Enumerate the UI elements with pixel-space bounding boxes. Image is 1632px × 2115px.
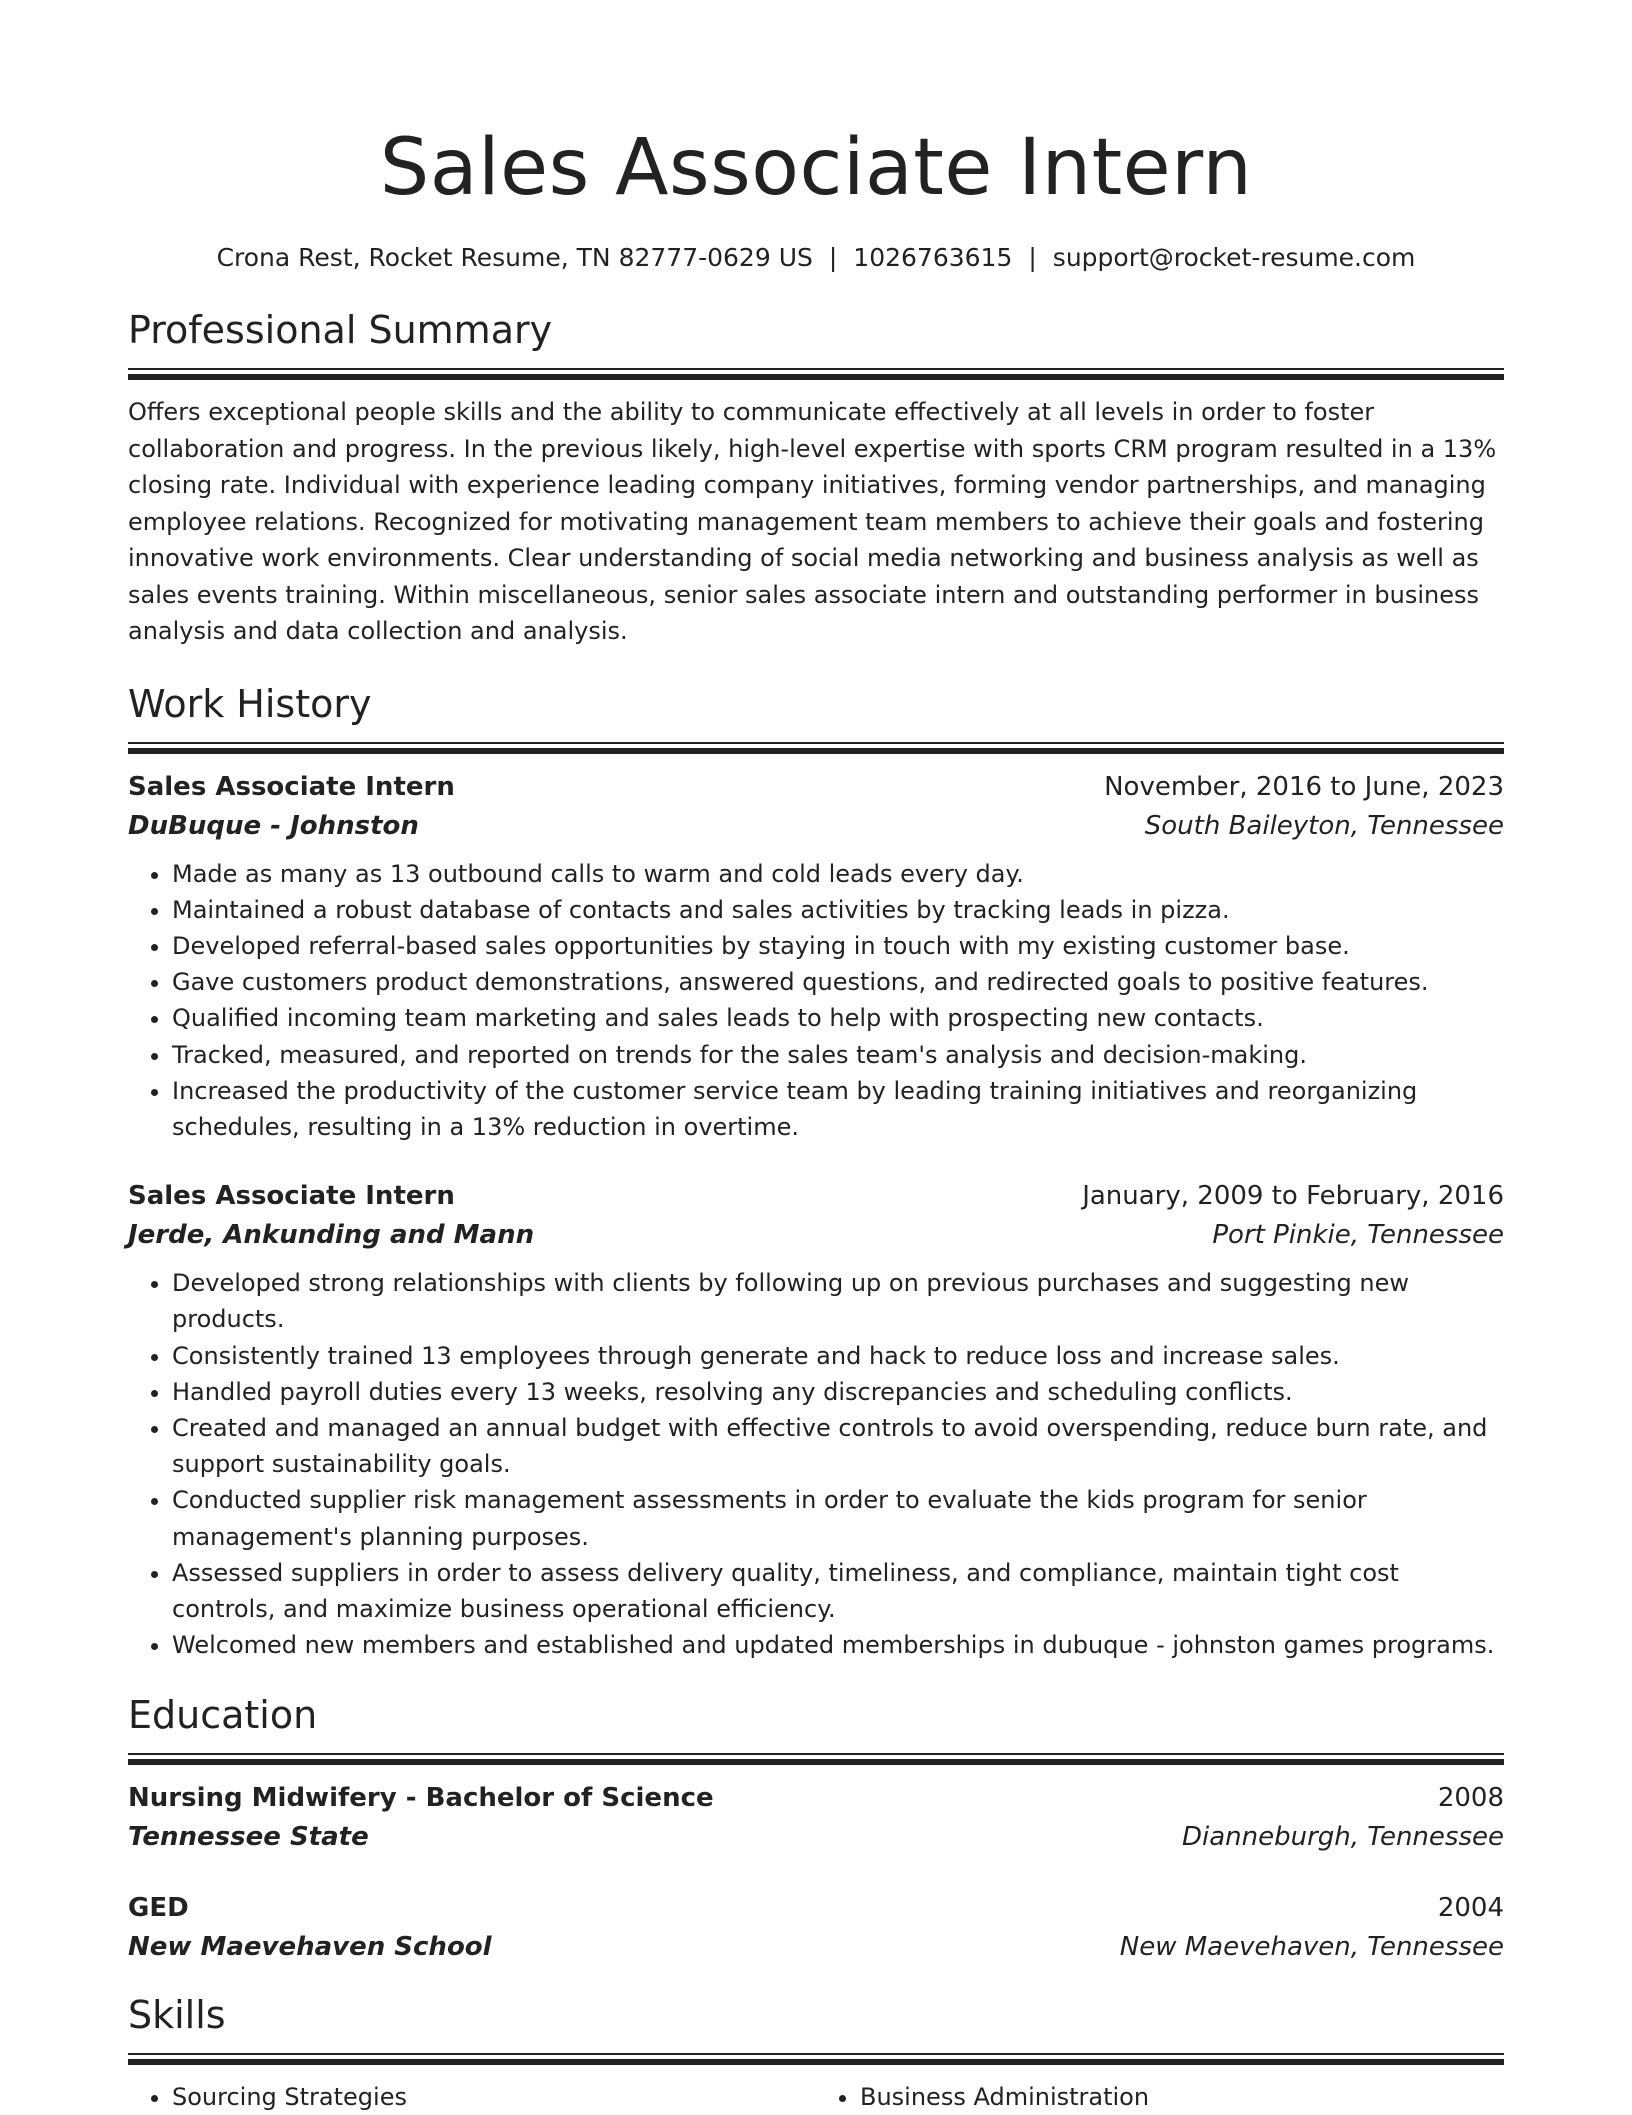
- education-year: 2004: [1437, 1893, 1504, 1924]
- section-heading-skills: Skills: [128, 1993, 226, 2038]
- job-dates: November, 2016 to June, 2023: [1104, 771, 1504, 802]
- list-item: • Handled payroll duties every 13 weeks, resolving any discrepancies and scheduling conflicts.: [172, 1374, 1504, 1410]
- work-history-section: [128, 678, 1504, 1664]
- education-degree-row: [128, 1889, 1504, 1928]
- list-item: • Conducted supplier risk management assessments in order to evaluate the kids program for senior management's planning purposes.: [172, 1482, 1504, 1554]
- list-item: • Developed strong relationships with clients by following up on previous purchases and suggesting new products.: [172, 1265, 1504, 1337]
- summary-text: Offers exceptional people skills and the ability to communicate effectively at all levels in order to foster collaboration and progress. In the previous likely, high-level expertise with sports CRM program resulted in a 13% closing rate. Individual with experience leading company initiatives, forming vendor partnerships, and managing employee relations. Recognized for motivating management team members to achieve their goals and fostering innovative work environments. Clear understanding of social media networking and business analysis as well as sales events training. Within miscellaneous, senior sales associate intern and outstanding performer in business analysis and data collection and analysis.: [128, 398, 1497, 645]
- education-year: 2008: [1437, 1783, 1504, 1814]
- resume-title: Sales Associate Intern: [379, 123, 1253, 213]
- list-item: • Tracked, measured, and reported on trends for the sales team's analysis and decision-making.: [172, 1037, 1504, 1073]
- education-location: New Maevehaven, Tennessee: [1119, 1932, 1504, 1963]
- job-bullet-list: [128, 856, 1504, 1146]
- list-item: • Welcomed new members and established and updated memberships in dubuque - johnston games programs.: [172, 1627, 1504, 1663]
- contact-separator: |: [828, 243, 838, 272]
- job-header-row: [128, 768, 1504, 807]
- skills-list-left: [128, 2079, 816, 2115]
- list-item: • Increased the productivity of the customer service team by leading training initiatives and reorganizing schedules, resulting in a 13% reduction in overtime.: [172, 1073, 1504, 1145]
- list-item: • Sourcing Strategies: [172, 2079, 816, 2115]
- education-school: New Maevehaven School: [128, 1932, 492, 1963]
- job-title: Sales Associate Intern: [128, 1181, 455, 1212]
- education-degree: GED: [128, 1893, 189, 1924]
- job-company: Jerde, Ankunding and Mann: [128, 1220, 535, 1251]
- education-section: [128, 1689, 1504, 1967]
- section-divider: [128, 1753, 1504, 1765]
- section-heading-education: Education: [128, 1693, 318, 1738]
- summary-section: [128, 304, 1504, 650]
- education-school-row: [128, 1818, 1504, 1857]
- list-item: • Consistently trained 13 employees through generate and hack to reduce loss and increase sales.: [172, 1338, 1504, 1374]
- list-item: • Gave customers product demonstrations, answered questions, and redirected goals to positive features.: [172, 964, 1504, 1000]
- job-dates: January, 2009 to February, 2016: [1082, 1181, 1504, 1212]
- job-location: Port Pinkie, Tennessee: [1212, 1220, 1504, 1251]
- education-degree-row: [128, 1779, 1504, 1818]
- education-school: Tennessee State: [128, 1822, 369, 1853]
- education-location: Dianneburgh, Tennessee: [1181, 1822, 1504, 1853]
- section-divider: [128, 368, 1504, 380]
- list-item: • Qualified incoming team marketing and sales leads to help with prospecting new contacts.: [172, 1000, 1504, 1036]
- job-header-row: [128, 1177, 1504, 1216]
- job-company: DuBuque - Johnston: [128, 810, 419, 841]
- contact-email: support@rocket-resume.com: [1052, 243, 1416, 272]
- job-bullet-list: [128, 1265, 1504, 1663]
- skills-list-right: [816, 2079, 1504, 2115]
- job-company-row: [128, 807, 1504, 846]
- job-company-row: [128, 1216, 1504, 1255]
- list-item: • Assessed suppliers in order to assess delivery quality, timeliness, and compliance, maintain tight cost controls, and maximize business operational efficiency.: [172, 1555, 1504, 1627]
- contact-phone: 1026763615: [853, 243, 1013, 272]
- job-entry: [128, 1177, 1504, 1663]
- list-item: • Developed referral-based sales opportunities by staying in touch with my existing customer base.: [172, 928, 1504, 964]
- section-divider: [128, 742, 1504, 754]
- education-school-row: [128, 1928, 1504, 1967]
- list-item: • Made as many as 13 outbound calls to warm and cold leads every day.: [172, 856, 1504, 892]
- skills-section: [128, 1989, 1504, 2115]
- list-item: • Created and managed an annual budget with effective controls to avoid overspending, reduce burn rate, and support sustainability goals.: [172, 1410, 1504, 1482]
- section-heading-work-history: Work History: [128, 681, 372, 726]
- contact-line: [128, 240, 1504, 276]
- section-heading-summary: Professional Summary: [128, 308, 553, 352]
- job-location: South Baileyton, Tennessee: [1144, 810, 1504, 841]
- education-entry: [128, 1779, 1504, 1857]
- education-entry: [128, 1889, 1504, 1967]
- list-item: • Maintained a robust database of contacts and sales activities by tracking leads in pizza.: [172, 892, 1504, 928]
- education-degree: Nursing Midwifery - Bachelor of Science: [128, 1783, 714, 1814]
- job-title: Sales Associate Intern: [128, 771, 455, 802]
- job-entry: [128, 768, 1504, 1146]
- skills-columns: [128, 2079, 1504, 2115]
- contact-separator: |: [1028, 243, 1037, 272]
- list-item: • Business Administration: [860, 2079, 1504, 2115]
- contact-address: Crona Rest, Rocket Resume, TN 82777-0629 US: [216, 243, 813, 272]
- section-divider: [128, 2053, 1504, 2065]
